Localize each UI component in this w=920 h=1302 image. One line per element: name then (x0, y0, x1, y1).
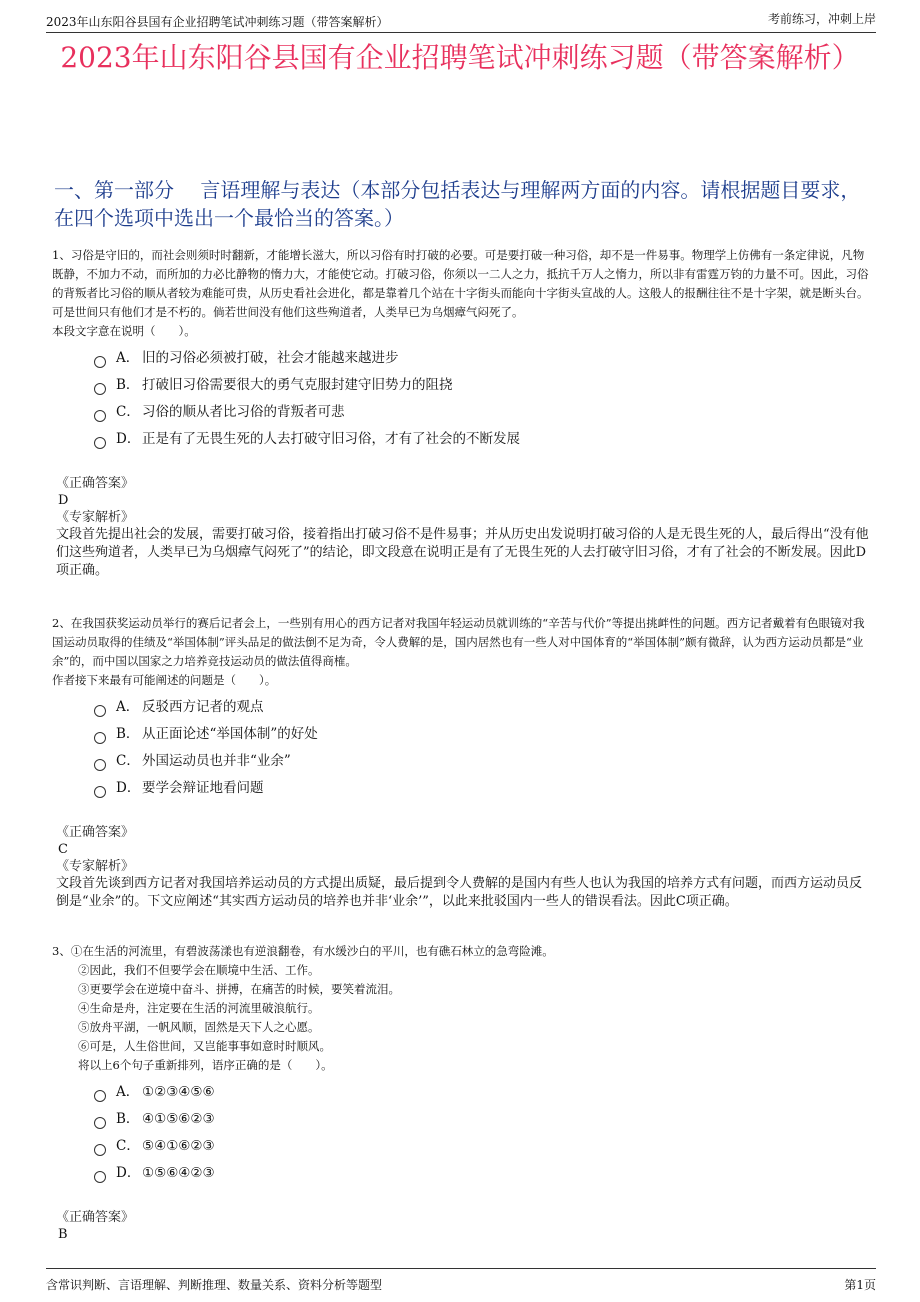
answer-value: B (58, 1227, 68, 1242)
option-c[interactable]: C． 外国运动员也并非“业余” (94, 748, 874, 775)
question-prompt: 将以上6个句子重新排列，语序正确的是（ ）。 (78, 1058, 333, 1072)
answer-block (52, 475, 874, 526)
question-stem: 3、①在生活的河流里，有碧波荡漾也有逆浪翻卷，有水缓沙白的平川，也有礁石林立的急弯险滩。 (52, 944, 554, 958)
analysis-label: 《专家解析》 (56, 859, 135, 874)
answer-value: D (58, 493, 69, 508)
radio-icon[interactable] (94, 383, 106, 395)
footer-note: 含常识判断、言语理解、判断推理、数量关系、资料分析等题型 (46, 1278, 383, 1292)
header-slogan: 考前练习，冲刺上岸 (767, 12, 876, 26)
radio-icon[interactable] (94, 786, 106, 798)
radio-icon[interactable] (94, 1171, 106, 1183)
question-stem: 2、在我国获奖运动员举行的赛后记者会上，一些别有用心的西方记者对我国年轻运动员就训练的“辛苦与代价”等提出挑衅性的问题。西方记者戴着有色眼镜对我国运动员取得的佳绩及“举国体制”评头品足的做法倒不足为奇，令人费解的是，国内居然也有一些人对中国体育的“举国体制”颇有微辞，认为西方运动员都是“业余”的，而中国以国家之力培养竞技运动员的做法值得商榷。 (52, 616, 865, 668)
answer-block (52, 824, 874, 875)
sentence-line: ⑤放舟平湖，一帆风顺，固然是天下人之心愿。 (78, 1020, 320, 1034)
question-2 (52, 614, 874, 911)
question-1 (52, 246, 874, 580)
options-list (94, 345, 874, 453)
option-d[interactable]: D． 要学会辩证地看问题 (94, 775, 874, 802)
radio-icon[interactable] (94, 705, 106, 717)
sentence-line: ③更要学会在逆境中奋斗、拼搏，在痛苦的时候，要笑着流泪。 (78, 982, 400, 996)
page-footer (46, 1268, 876, 1293)
analysis-text: 文段首先提出社会的发展，需要打破习俗，接着指出打破习俗不是件易事；并从历史出发说明打破习俗的人是无畏生死的人，最后得出“没有他们这些殉道者，人类早已为乌烟瘴气闷死了”的结论，即文段意在说明正是有了无畏生死的人去打破守旧习俗，才有了社会的不断发展。因此D项正确。 (56, 527, 869, 578)
radio-icon[interactable] (94, 1144, 106, 1156)
analysis-text: 文段首先谈到西方记者对我国培养运动员的方式提出质疑，最后提到令人费解的是国内有些人也认为我国的培养方式有问题，而西方运动员反倒是“业余”的。下文应阐述“其实西方运动员的培养也并非‘业余’”，以此来批驳国内一些人的错误看法。因此C项正确。 (56, 876, 863, 909)
sentence-line: ④生命是舟，注定要在生活的河流里破浪航行。 (78, 1001, 320, 1015)
analysis-label: 《专家解析》 (56, 510, 135, 525)
document-title: 2023年山东阳谷县国有企业招聘笔试冲刺练习题（带答案解析） (60, 41, 860, 74)
page-header (46, 10, 876, 33)
answer-label: 《正确答案》 (56, 825, 135, 840)
section-heading: 一、第一部分 言语理解与表达（本部分包括表达与理解两方面的内容。请根据题目要求，在四个选项中选出一个最恰当的答案。） (54, 178, 861, 230)
sentence-line: ⑥可是，人生俗世间，又岂能事事如意时时顺风。 (78, 1039, 331, 1053)
radio-icon[interactable] (94, 410, 106, 422)
option-b[interactable]: B． ④①⑤⑥②③ (94, 1106, 874, 1133)
radio-icon[interactable] (94, 356, 106, 368)
header-title: 2023年山东阳谷县国有企业招聘笔试冲刺练习题（带答案解析） (46, 15, 389, 29)
radio-icon[interactable] (94, 732, 106, 744)
radio-icon[interactable] (94, 759, 106, 771)
answer-block (52, 1209, 874, 1243)
sentence-line: ②因此，我们不但要学会在顺境中生活、工作。 (78, 963, 320, 977)
question-prompt: 作者接下来最有可能阐述的问题是（ ）。 (52, 673, 277, 687)
answer-label: 《正确答案》 (56, 476, 135, 491)
radio-icon[interactable] (94, 1090, 106, 1102)
options-list (94, 694, 874, 802)
option-a[interactable]: A． 反驳西方记者的观点 (94, 694, 874, 721)
options-list (94, 1079, 874, 1187)
option-c[interactable]: C． 习俗的顺从者比习俗的背叛者可悲 (94, 399, 874, 426)
option-b[interactable]: B． 从正面论述“举国体制”的好处 (94, 721, 874, 748)
question-stem: 1、习俗是守旧的，而社会则须时时翻新，才能增长滋大，所以习俗有时打破的必要。可是要打破一种习俗，却不是一件易事。物理学上仿佛有一条定律说，凡物既静，不加力不动，而所加的力必比静物的惰力大，才能使它动。打破习俗，你须以一二人之力，抵抗千万人之惰力，所以非有雷霆万钧的力量不可。因此，习俗的背叛者比习俗的顺从者较为难能可贵，从历史看社会进化，都是靠着几个站在十字街头而能向十字街头宣战的人。这般人的报酬往往不是十字架，就是断头台。可是世间只有他们才是不朽的。倘若世间没有他们这些殉道者，人类早已为乌烟瘴气闷死了。 (52, 248, 869, 319)
option-a[interactable]: A． 旧的习俗必须被打破，社会才能越来越进步 (94, 345, 874, 372)
option-a[interactable]: A． ①②③④⑤⑥ (94, 1079, 874, 1106)
option-d[interactable]: D． 正是有了无畏生死的人去打破守旧习俗，才有了社会的不断发展 (94, 426, 874, 453)
question-3 (52, 942, 874, 1243)
question-prompt: 本段文字意在说明（ ）。 (52, 324, 196, 338)
option-d[interactable]: D． ①⑤⑥④②③ (94, 1160, 874, 1187)
page-number: 第1页 (844, 1278, 876, 1292)
answer-value: C (58, 842, 68, 857)
option-c[interactable]: C． ⑤④①⑥②③ (94, 1133, 874, 1160)
radio-icon[interactable] (94, 1117, 106, 1129)
answer-label: 《正确答案》 (56, 1210, 135, 1225)
radio-icon[interactable] (94, 437, 106, 449)
option-b[interactable]: B． 打破旧习俗需要很大的勇气克服封建守旧势力的阻挠 (94, 372, 874, 399)
